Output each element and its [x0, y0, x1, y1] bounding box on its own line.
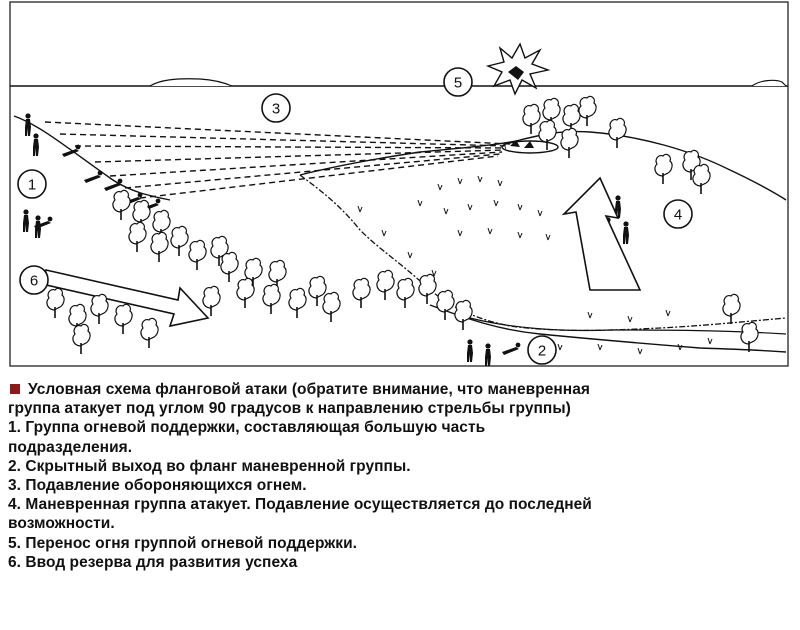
caption-title-line-2: группа атакует под углом 90 градусов к направлению стрельбы группы): [8, 400, 571, 418]
caption-item-3: 3. Подавление обороняющихся огнем.: [8, 477, 307, 495]
marker-6: [20, 266, 48, 294]
marker-3: [262, 94, 290, 122]
caption-title-line-1: [8, 380, 792, 399]
marker-4: [664, 200, 692, 228]
marker-5: [444, 68, 472, 96]
svg-text:5: 5: [453, 74, 463, 92]
caption-item-2: 2. Скрытный выход во фланг маневренной группы.: [8, 457, 411, 475]
svg-text:6: 6: [29, 272, 39, 290]
caption-item-4: 4. Маневренная группа атакует. Подавление осуществляется до последней: [8, 496, 592, 514]
bullet-square-icon: [10, 384, 20, 394]
caption-title-text-1: Условная схема фланговой атаки (обратите внимание, что маневренная: [28, 381, 590, 398]
caption-item-5: 5. Перенос огня группой огневой поддержки.: [8, 534, 358, 552]
svg-text:1: 1: [27, 176, 37, 194]
caption: [8, 380, 792, 572]
marker-2: [528, 336, 556, 364]
marker-1: [18, 170, 46, 198]
svg-text:3: 3: [271, 100, 281, 118]
caption-item-1: 1. Группа огневой поддержки, составляющая большую часть: [8, 419, 486, 437]
caption-item-6: 6. Ввод резерва для развития успеха: [8, 553, 298, 571]
svg-text:2: 2: [537, 342, 547, 360]
caption-item-1-cont: подразделения.: [8, 438, 133, 456]
svg-text:4: 4: [673, 206, 683, 224]
caption-item-4-cont: возможности.: [8, 515, 115, 533]
